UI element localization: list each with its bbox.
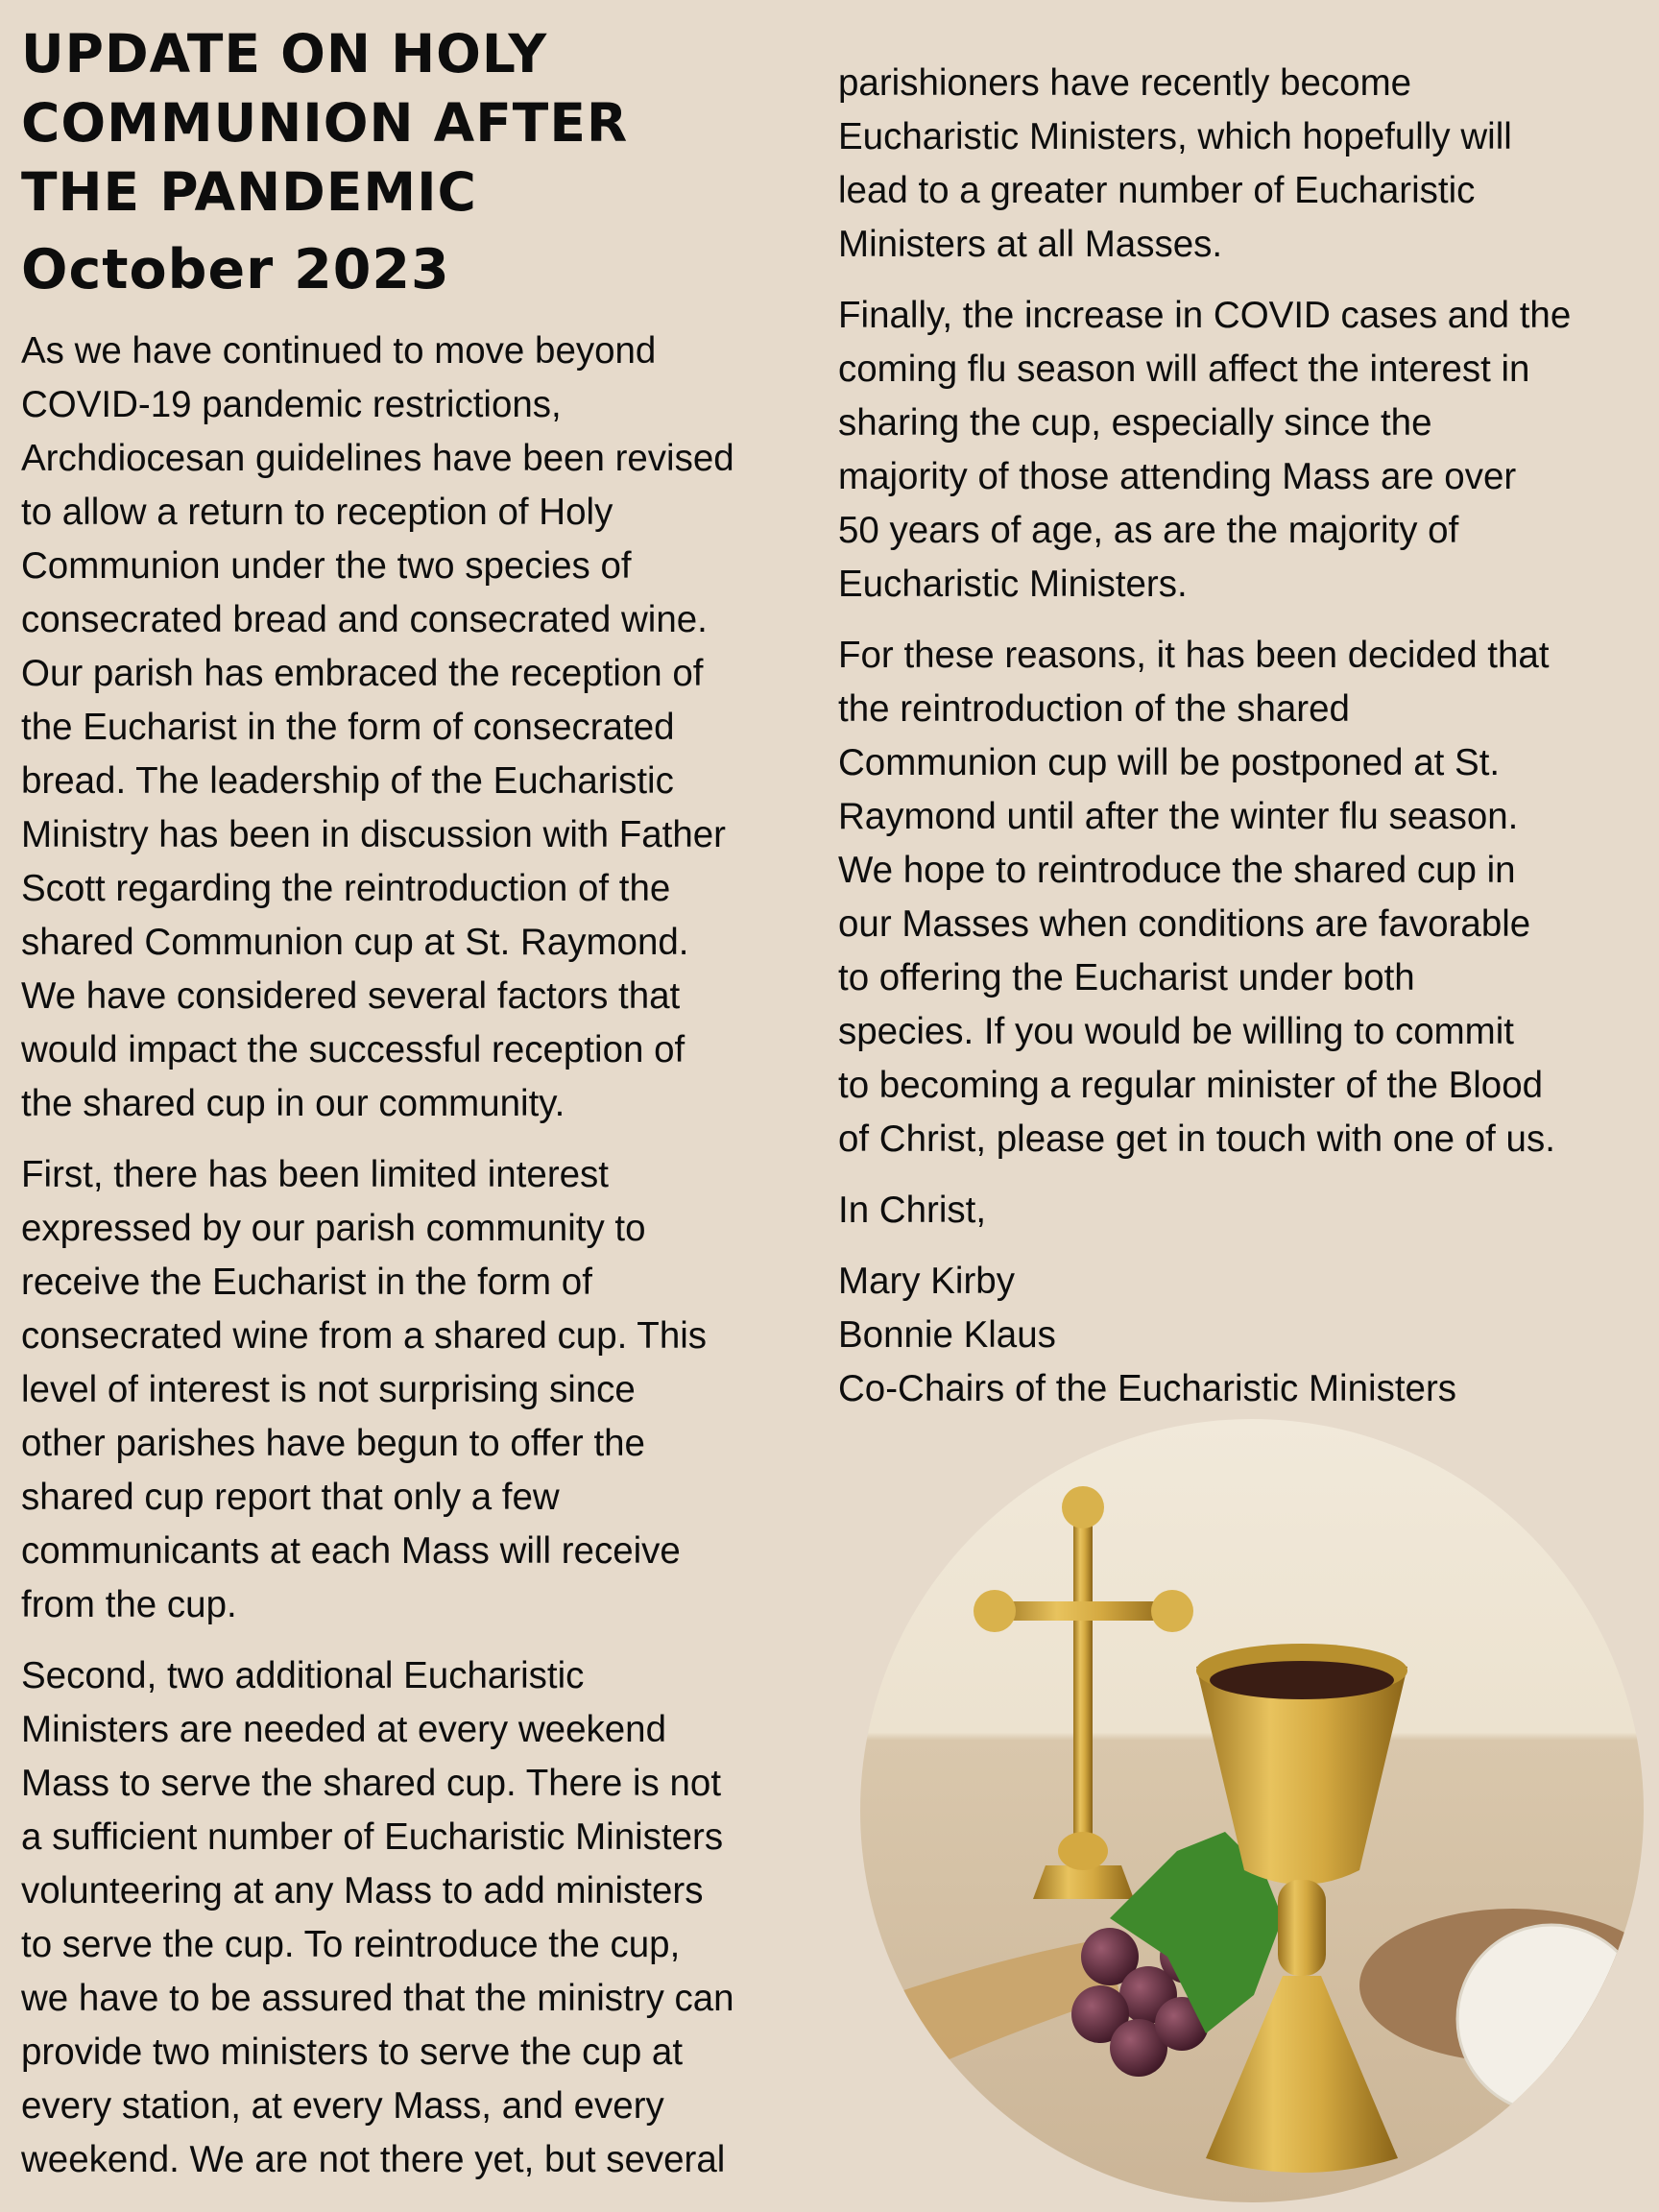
paragraph [838, 1184, 1654, 1238]
right-column [838, 0, 1654, 1433]
text-line: parishioners have recently become [838, 62, 1412, 104]
text-line: Raymond until after the winter flu season. [838, 796, 1519, 837]
text-line: lead to a greater number of Eucharistic [838, 170, 1476, 211]
paragraph [838, 289, 1654, 612]
paragraph [838, 57, 1654, 272]
left-column [21, 0, 828, 2204]
text-line: species. If you would be willing to commit [838, 1011, 1514, 1052]
host-wafer [1457, 1925, 1644, 2113]
text-line: every station, at every Mass, and every [21, 2085, 664, 2127]
text-line: Communion cup will be postponed at St. [838, 742, 1501, 783]
paragraph [838, 629, 1654, 1166]
text-line: would impact the successful reception of [21, 1029, 685, 1070]
text-line: For these reasons, it has been decided that [838, 635, 1550, 676]
chalice-photo [860, 1419, 1644, 2202]
text-line: coming flu season will affect the interest in [838, 349, 1530, 390]
text-line: of Christ, please get in touch with one of us. [838, 1118, 1555, 1160]
text-line: our Masses when conditions are favorable [838, 903, 1531, 945]
date-heading: October 2023 [21, 238, 450, 301]
text-line: consecrated bread and consecrated wine. [21, 599, 708, 640]
title-line: THE PANDEMIC [21, 161, 477, 223]
text-line: to serve the cup. To reintroduce the cup, [21, 1924, 681, 1965]
text-line: In Christ, [838, 1190, 987, 1231]
text-line: shared Communion cup at St. Raymond. [21, 922, 689, 963]
paragraph [21, 1649, 828, 2187]
title-line: UPDATE ON HOLY [21, 23, 548, 84]
signer-name: Mary Kirby [838, 1261, 1015, 1302]
text-line: Ministers at all Masses. [838, 224, 1223, 265]
text-line: Eucharistic Ministers, which hopefully will [838, 116, 1512, 157]
paragraph [21, 1148, 828, 1632]
text-line: other parishes have begun to offer the [21, 1423, 645, 1464]
paragraph [21, 325, 828, 1131]
text-line: consecrated wine from a shared cup. This [21, 1315, 708, 1357]
text-line: 50 years of age, as are the majority of [838, 510, 1459, 551]
text-line: the Eucharist in the form of consecrated [21, 707, 675, 748]
text-line: Scott regarding the reintroduction of the [21, 868, 671, 909]
text-line: the shared cup in our community. [21, 1083, 565, 1124]
signer-name: Bonnie Klaus [838, 1314, 1056, 1356]
text-line: from the cup. [21, 1584, 237, 1625]
text-line: Mass to serve the shared cup. There is not [21, 1763, 722, 1804]
text-line: we have to be assured that the ministry can [21, 1978, 734, 2019]
text-line: Second, two additional Eucharistic [21, 1655, 585, 1696]
text-line: a sufficient number of Eucharistic Ministers [21, 1816, 724, 1858]
text-line: expressed by our parish community to [21, 1208, 646, 1249]
text-line: provide two ministers to serve the cup at [21, 2032, 684, 2073]
crucifix-icon [974, 1486, 1193, 1899]
text-line: to becoming a regular minister of the Blood [838, 1065, 1544, 1106]
page-title [21, 19, 828, 227]
signer-title: Co-Chairs of the Eucharistic Ministers [838, 1368, 1457, 1409]
signature-block [838, 1255, 1654, 1416]
text-line: shared cup report that only a few [21, 1477, 560, 1518]
text-line: Our parish has embraced the reception of [21, 653, 704, 694]
text-line: majority of those attending Mass are over [838, 456, 1517, 497]
text-line: Ministers are needed at every weekend [21, 1709, 666, 1750]
text-line: the reintroduction of the shared [838, 688, 1350, 730]
text-line: level of interest is not surprising since [21, 1369, 636, 1410]
text-line: weekend. We are not there yet, but several [21, 2139, 726, 2180]
text-line: Ministry has been in discussion with Father [21, 814, 726, 855]
text-line: communicants at each Mass will receive [21, 1530, 681, 1572]
text-line: sharing the cup, especially since the [838, 402, 1432, 444]
text-line: First, there has been limited interest [21, 1154, 609, 1195]
text-line: Finally, the increase in COVID cases and the [838, 295, 1572, 336]
text-line: receive the Eucharist in the form of [21, 1262, 592, 1303]
text-line: Eucharistic Ministers. [838, 564, 1188, 605]
text-line: volunteering at any Mass to add ministers [21, 1870, 704, 1911]
title-line: COMMUNION AFTER [21, 92, 629, 154]
text-line: Archdiocesan guidelines have been revised [21, 438, 734, 479]
text-line: COVID-19 pandemic restrictions, [21, 384, 562, 425]
text-line: We have considered several factors that [21, 975, 681, 1017]
text-line: to allow a return to reception of Holy [21, 492, 613, 533]
text-line: bread. The leadership of the Eucharistic [21, 760, 674, 802]
text-line: As we have continued to move beyond [21, 330, 657, 372]
text-line: to offering the Eucharist under both [838, 957, 1415, 998]
text-line: We hope to reintroduce the shared cup in [838, 850, 1516, 891]
chalice-illustration [860, 1419, 1644, 2202]
text-line: Communion under the two species of [21, 545, 632, 587]
